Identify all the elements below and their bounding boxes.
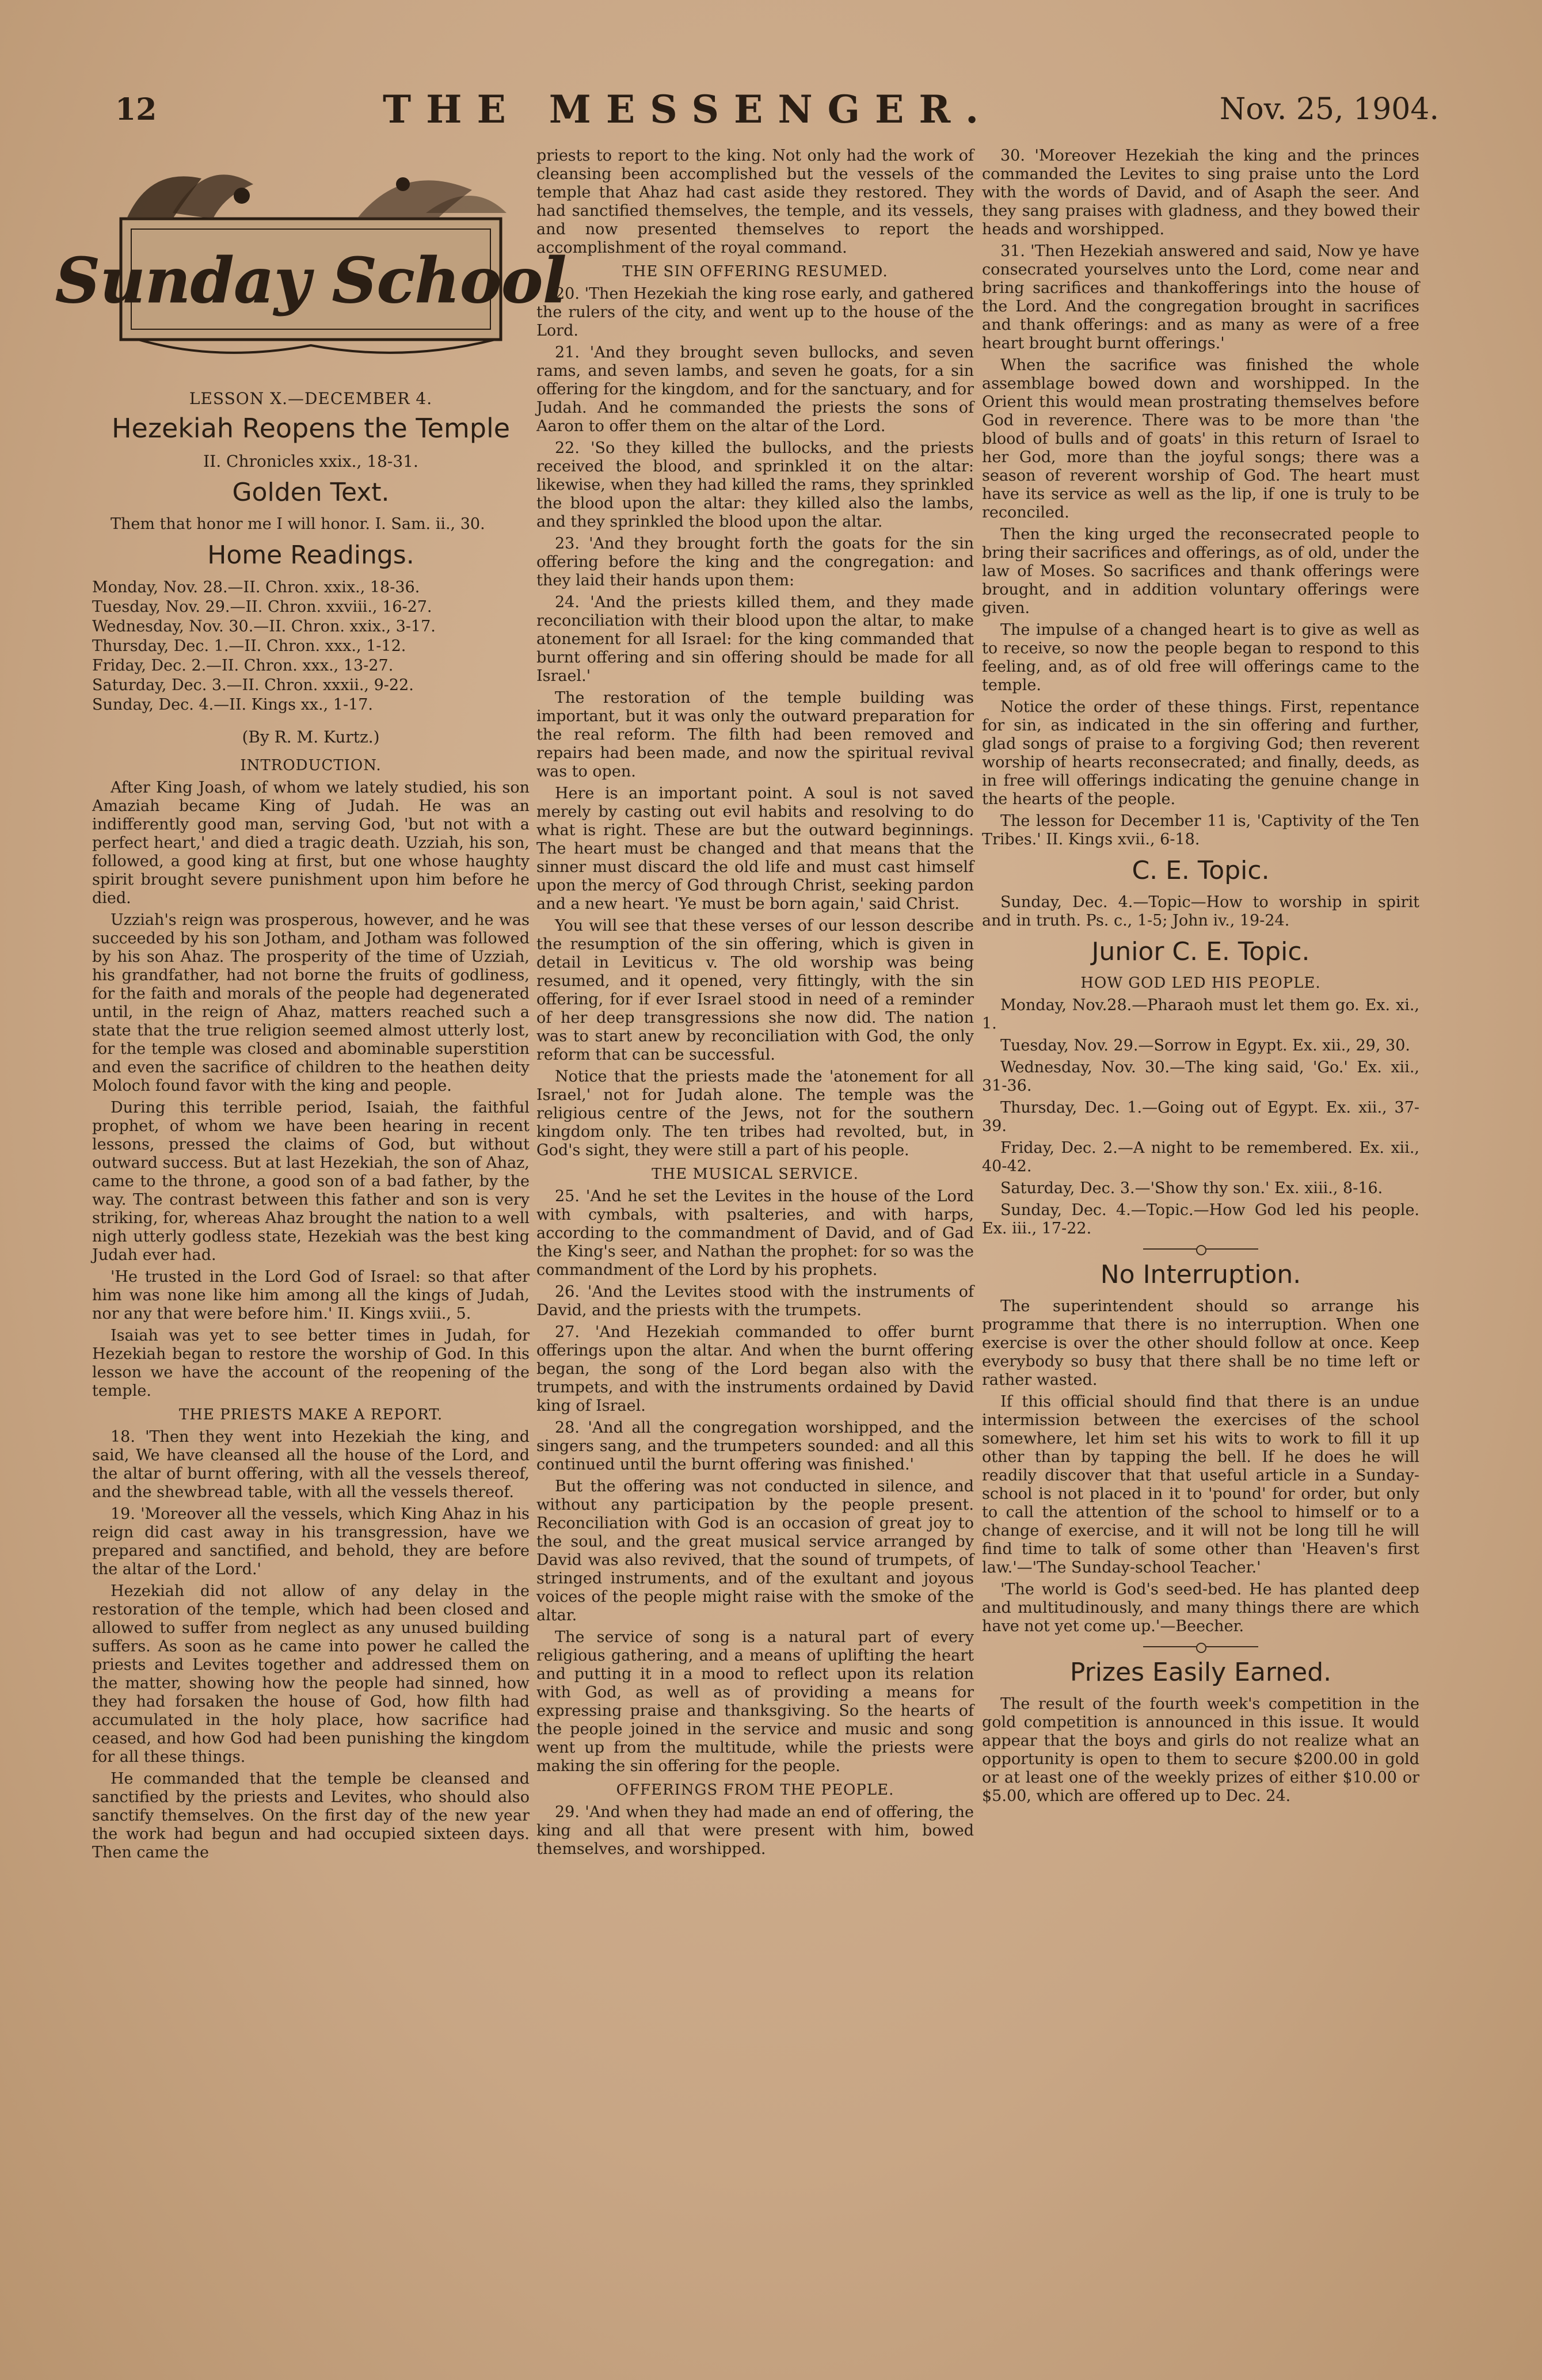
ce-topic-heading: C. E. Topic. — [1132, 856, 1270, 885]
golden-text: Them that honor me I will honor. I. Sam. ii., 30. — [111, 515, 485, 533]
sunday-school-engraving — [55, 144, 567, 374]
beecher-quote: 'The world is God's seed-bed. He has planted deep and multitudinously, and many things there are which have not yet come up.'—Beecher. — [982, 1581, 1419, 1635]
junior-ce-item: Tuesday, Nov. 29.—Sorrow in Egypt. Ex. xii., 29, 30. — [1000, 1037, 1410, 1054]
sunday-school-logo — [55, 144, 567, 374]
masthead — [115, 81, 1439, 138]
paragraph: priests to report to the king. Not only had the work of cleansing been accomplished but the vessels of the temple that Ahaz had cast aside they restored. They had sanctified themselves, the temple, and its vessels, and now presented themselves to report the accomplishment of the royal command. — [536, 147, 974, 257]
reading-item: Sunday, Dec. 4.—II. Kings xx., 1-17. — [92, 696, 374, 714]
paragraph: The impulse of a changed heart is to give as well as to receive, so now the people began to respond to this feeling, and, as of old free will offerings came to the temple. — [982, 621, 1419, 694]
section-heading: THE MUSICAL SERVICE. — [652, 1166, 859, 1183]
home-readings-list — [92, 578, 530, 715]
ce-topic-text: Sunday, Dec. 4.—Topic—How to worship in spirit and in truth. Ps. c., 1-5; John iv., 19-24. — [982, 893, 1419, 930]
paragraph: Hezekiah did not allow of any delay in the restoration of the temple, which had been closed and allowed to suffer from neglect as any unused building suffers. As soon as he came into power he called the priests and Levites together and addressed them on the matter, showing how the people had sinned, how they had forsaken the house of God, how filth had accumulated in the holy place, how sacrifice had ceased, and how God had been punishing the kingdom for all these things. — [92, 1582, 530, 1766]
paragraph: But the offering was not conducted in silence, and without any participation by the people present. Reconciliation with God is an occasion of great joy to the soul, and the great musical service arranged by David was also revived, that the sound of trumpets, of stringed instruments, and of the exultant and joyous voices of the people might raise with the smoke of the altar. — [536, 1477, 974, 1624]
paragraph: 31. 'Then Hezekiah answered and said, Now ye have consecrated yourselves unto the Lord, come near and bring sacrifices and thankofferings into the house of the Lord. And the congregation brought in sacrifices and thank offerings: and as many as were of a free heart brought burnt offerings.' — [982, 242, 1419, 352]
paragraph: 23. 'And they brought forth the goats for the sin offering before the king and the congregation: and they laid their hands upon them: — [536, 535, 974, 589]
paragraph: Uzziah's reign was prosperous, however, and he was succeeded by his son Jotham, and Jotham was followed by his son Ahaz. The prosperity of the time of Uzziah, his grandfather, had not borne the fruits of godliness, for the faith and morals of the people had degenerated until, in the reign of Ahaz, matters reached such a state that the true religion seemed almost utterly lost, for the temple was closed and abominable superstition and even the sacrifice of children to the heathen deity Moloch found favor with the king and people. — [92, 911, 530, 1095]
svg-text:Sunday School: Sunday School — [55, 245, 567, 317]
paragraph: 25. 'And he set the Levites in the house of the Lord with cymbals, with psalteries, and with harps, according to the commandment of David, and of Gad the King's seer, and Nathan the prophet: for so was the commandment of the Lord by his prophets. — [536, 1187, 974, 1279]
lesson-reference: II. Chronicles xxix., 18-31. — [203, 452, 418, 471]
paragraph: Notice that the priests made the 'atonement for all Israel,' not for Judah alone. The temple was the religious centre of the Jews, not for the southern kingdom only. The ten tribes had revolted, but, in God's sight, they were still a part of his people. — [536, 1068, 974, 1159]
prizes-heading: Prizes Easily Earned. — [1069, 1658, 1332, 1687]
paragraph: He commanded that the temple be cleansed and sanctified by the priests and Levites, who should also sanctify themselves. On the first day of the new year the work had begun and had occupied sixteen days. Then came the — [92, 1770, 530, 1861]
page-number: 12 — [115, 92, 157, 127]
column-1 — [55, 144, 567, 1865]
home-readings-heading: Home Readings. — [207, 540, 414, 570]
paragraph: 28. 'And all the congregation worshipped, and the singers sang, and the trumpeters sounded: and all this continued until the burnt offering was finished.' — [536, 1419, 974, 1473]
reading-item: Wednesday, Nov. 30.—II. Chron. xxix., 3-17. — [92, 618, 436, 635]
paragraph: Notice the order of these things. First, repentance for sin, as indicated in the sin offering and further, glad songs of praise to a forgiving God; then reverent worship of hearts reconsecrated; and finally, deeds, as in free will offerings indicating the genuine change in the hearts of the people. — [982, 698, 1419, 808]
column-3 — [982, 147, 1419, 1809]
paragraph: Then the king urged the reconsecrated people to bring their sacrifices and offerings, as of old, under the law of Moses. So sacrifices and thank offerings were brought, and in addition voluntary offerings were given. — [982, 525, 1419, 617]
paragraph: You will see that these verses of our lesson describe the resumption of the sin offering, which is given in detail in Leviticus v. The old worship was being resumed, and it opened, very fittingly, with the sin offering, for if ever Israel stood in need of a reminder of her deep transgressions she now did. The nation was to start anew by reconciliation with God, the only reform that can be successful. — [536, 917, 974, 1064]
reading-item: Friday, Dec. 2.—II. Chron. xxx., 13-27. — [92, 657, 394, 675]
paragraph: The superintendent should so arrange his programme that there is no interruption. When one exercise is over the other should follow at once. Keep everybody so busy that there shall be no time left or rather wasted. — [982, 1297, 1419, 1389]
golden-text-heading: Golden Text. — [232, 478, 390, 507]
paragraph: 30. 'Moreover Hezekiah the king and the princes commanded the Levites to sing praise unto the Lord with the words of David, and of Asaph the seer. And they sang praises with gladness, and they bowed their heads and worshipped. — [982, 147, 1419, 238]
masthead-date: Nov. 25, 1904. — [1219, 92, 1439, 127]
paragraph: 18. 'Then they went into Hezekiah the king, and said, We have cleansed all the house of the Lord, and the altar of burnt offering, with all the vessels thereof, and the shewbread table, with all the vessels thereof. — [92, 1428, 530, 1501]
paragraph: If this official should find that there is an undue intermission between the exercises of the school somewhere, let him set his wits to work to fill it up other than by tapping the bell. If he does he will readily discover that that useful article in a Sunday-school is not placed in it to 'pound' for order, but only to call the attention of the school to himself or to a change of exercise, and it will not be long till he will find time to talk of some other than 'Heaven's first law.'—'The Sunday-school Teacher.' — [982, 1393, 1419, 1576]
paragraph: 29. 'And when they had made an end of offering, the king and all that were present with him, bowed themselves, and worshipped. — [536, 1803, 974, 1858]
junior-ce-item: Wednesday, Nov. 30.—The king said, 'Go.' Ex. xii., 31-36. — [982, 1058, 1419, 1095]
paragraph: 27. 'And Hezekiah commanded to offer burnt offerings upon the altar. And when the burnt offering began, the song of the Lord began also with the trumpets, and with the instruments ordained by David king of Israel. — [536, 1323, 974, 1415]
paragraph: 20. 'Then Hezekiah the king rose early, and gathered the rulers of the city, and went up to the house of the Lord. — [536, 285, 974, 340]
reading-item: Monday, Nov. 28.—II. Chron. xxix., 18-36. — [92, 578, 420, 596]
paragraph: After King Joash, of whom we lately studied, his son Amaziah became King of Judah. He was an indifferently good man, serving God, 'but not with a perfect heart,' and died a tragic death. Uzziah, his son, followed, a good king at first, but one whose haughty spirit brought severe punishment upon him before he died. — [92, 779, 530, 907]
paragraph: 26. 'And the Levites stood with the instruments of David, and the priests with the trumpets. — [536, 1283, 974, 1319]
paragraph: When the sacrifice was finished the whole assemblage bowed down and worshipped. In the Orient this would mean prostrating themselves before God in reverence. There was to be more than 'the blood of bulls and of goats' in this return of Israel to her God, more than the joyful songs; there was a season of reverent worship of God. The heart must have its service as well as the lip, if one is truly to be reconciled. — [982, 356, 1419, 521]
junior-ce-item: Thursday, Dec. 1.—Going out of Egypt. Ex. xii., 37-39. — [982, 1099, 1419, 1135]
junior-ce-item: Monday, Nov.28.—Pharaoh must let them go. Ex. xi., 1. — [982, 996, 1419, 1033]
junior-ce-subheading: HOW GOD LED HIS PEOPLE. — [1080, 974, 1321, 992]
column-2 — [536, 147, 974, 1862]
paragraph: 'He trusted in the Lord God of Israel: so that after him was none like him among all the kings of Judah, nor any that were before him.' II. Kings xviii., 5. — [92, 1268, 530, 1323]
section-heading: THE SIN OFFERING RESUMED. — [622, 263, 888, 280]
paragraph: 24. 'And the priests killed them, and they made reconciliation with their blood upon the altar, to make atonement for all Israel: for the king commanded that burnt offering and sin offering should be made for all Israel.' — [536, 593, 974, 685]
lesson-title: Hezekiah Reopens the Temple — [111, 413, 511, 444]
junior-ce-item: Sunday, Dec. 4.—Topic.—How God led his people. Ex. iii., 17-22. — [982, 1201, 1419, 1237]
no-interruption-heading: No Interruption. — [1100, 1260, 1301, 1289]
paragraph: Isaiah was yet to see better times in Judah, for Hezekiah began to restore the worship of God. In this lesson we have the account of the reopening of the temple. — [92, 1327, 530, 1400]
divider — [1143, 1248, 1258, 1250]
paragraph: During this terrible period, Isaiah, the faithful prophet, of whom we have been hearing in recent lessons, pressed the claims of God, but without outward success. But at last Hezekiah, the son of Ahaz, came to the throne, a good son of a bad father, by the way. The contrast between this father and son is very striking, for, whereas Ahaz brought the nation to a well nigh utterly godless state, Hezekiah was the best king Judah ever had. — [92, 1099, 530, 1264]
introduction-heading: INTRODUCTION. — [240, 757, 382, 774]
junior-ce-item: Friday, Dec. 2.—A night to be remembered. Ex. xii., 40-42. — [982, 1139, 1419, 1175]
lesson-number: LESSON X.—DECEMBER 4. — [189, 389, 433, 408]
reading-item: Tuesday, Nov. 29.—II. Chron. xxviii., 16-27. — [92, 598, 432, 616]
paragraph: Here is an important point. A soul is not saved merely by casting out evil habits and resolving to do what is right. These are but the outward beginnings. The heart must be changed and that means that the sinner must discard the old life and must cast himself upon the mercy of God through Christ, seeking pardon and a new heart. 'Ye must be born again,' said Christ. — [536, 785, 974, 913]
junior-ce-heading: Junior C. E. Topic. — [1091, 937, 1310, 966]
paragraph: 21. 'And they brought seven bullocks, and seven rams, and seven lambs, and seven he goats, for a sin offering for the kingdom, and for the sanctuary, and for Judah. And he commanded the priests the sons of Aaron to offer them on the altar of the Lord. — [536, 344, 974, 435]
divider — [1143, 1646, 1258, 1647]
section-heading: THE PRIESTS MAKE A REPORT. — [178, 1406, 443, 1423]
paragraph: 19. 'Moreover all the vessels, which King Ahaz in his reign did cast away in his transgression, have we prepared and sanctified, and behold, they are before the altar of the Lord.' — [92, 1505, 530, 1578]
byline: (By R. M. Kurtz.) — [242, 728, 380, 747]
masthead-title: THE MESSENGER. — [383, 87, 994, 132]
paragraph: The result of the fourth week's competition in the gold competition is announced in this issue. It would appear that the boys and girls do not realize what an opportunity is open to them to secure $200.00 in gold or at least one of the weekly prizes of either $10.00 or $5.00, which are offered up to Dec. 24. — [982, 1695, 1419, 1805]
reading-item: Saturday, Dec. 3.—II. Chron. xxxii., 9-22. — [92, 676, 414, 694]
paragraph: 22. 'So they killed the bullocks, and the priests received the blood, and sprinkled it on the altar: likewise, when they had killed the rams, they sprinkled the blood upon the altar: they killed also the lambs, and they sprinkled the blood upon the altar. — [536, 439, 974, 531]
paragraph: The lesson for December 11 is, 'Captivity of the Ten Tribes.' II. Kings xvii., 6-18. — [982, 812, 1419, 848]
paragraph: The service of song is a natural part of every religious gathering, and a means of uplifting the heart and putting it in a mood to reflect upon its relation with God, as well as of providing a means for expressing praise and thanksgiving. So the hearts of the people joined in the service and music and song went up from the multitude, while the priests were making the sin offering for the people. — [536, 1628, 974, 1775]
section-heading: OFFERINGS FROM THE PEOPLE. — [616, 1781, 894, 1799]
junior-ce-item: Saturday, Dec. 3.—'Show thy son.' Ex. xiii., 8-16. — [1000, 1179, 1383, 1197]
reading-item: Thursday, Dec. 1.—II. Chron. xxx., 1-12. — [92, 637, 406, 655]
paragraph: The restoration of the temple building was important, but it was only the outward preparation for the real reform. The filth had been removed and repairs had been made, and now the spiritual revival was to open. — [536, 689, 974, 780]
